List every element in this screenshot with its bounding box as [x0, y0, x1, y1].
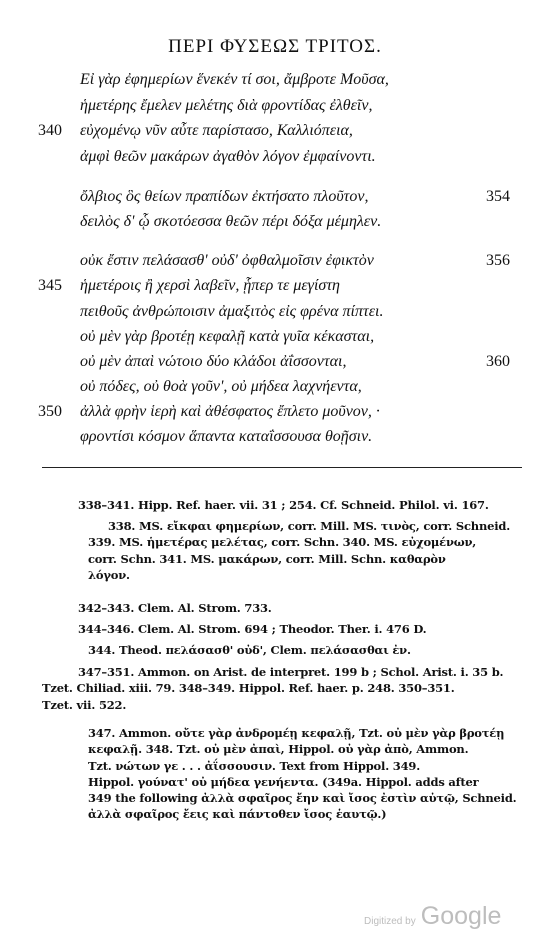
line-number: 340 [38, 122, 62, 139]
footnote [88, 642, 411, 658]
line-number: 356 [486, 252, 510, 269]
verse-line [0, 303, 550, 325]
footnote [78, 621, 426, 637]
footnote-line: 338–341. Hipp. Ref. haer. vii. 31 ; 254. Cf. Schneid. Philol. vi. 167. [78, 498, 489, 512]
footnote-divider [42, 467, 522, 468]
footnote [88, 725, 517, 823]
line-number: 350 [38, 403, 62, 420]
footnote-line: Tzet. Chiliad. xiii. 79. 348–349. Hippol. Ref. haer. p. 248. 350–351. [42, 681, 455, 696]
footnote-line: Tzt. νώτων γε . . . ἀΐσσουσιν. Text from Hippol. 349. [88, 758, 421, 773]
footnote-line: 347–351. Ammon. on Arist. de interpret. 199 b ; Schol. Arist. i. 35 b. [78, 665, 504, 679]
verse-line [0, 428, 550, 450]
verse-line [0, 328, 550, 350]
verse-text: πειθοῦς ἀνθρώποισιν ἀμαξιτὸς εἰς φρένα πίπτει. [80, 303, 384, 320]
verse-line [0, 188, 550, 210]
verse-line [0, 97, 550, 119]
footnote [42, 664, 503, 713]
footnote-line: 342–343. Clem. Al. Strom. 733. [78, 601, 272, 615]
verse-text: δειλὸς δ' ᾧ σκοτόεσσα θεῶν πέρι δόξα μέμηλεν. [80, 213, 382, 230]
footnote [88, 518, 510, 583]
line-number: 360 [486, 353, 510, 370]
verse-text: οὐ πόδες, οὐ θοὰ γοῦν', οὐ μήδεα λαχνήεντα, [80, 378, 362, 395]
verse-text: ἡμετέρης ἔμελεν μελέτης διὰ φροντίδας ἐλθεῖν, [80, 97, 373, 114]
footnote [78, 497, 489, 513]
verse-text: οὐκ ἔστιν πελάσασθ' οὐδ' ὀφθαλμοῖσιν ἐφικτὸν [80, 252, 374, 269]
verse-text: φροντίσι κόσμον ἅπαντα καταΐσσουσα θοῇσιν. [80, 428, 373, 445]
verse-text: ἀμφὶ θεῶν μακάρων ἀγαθὸν λόγον ἐμφαίνοντι. [80, 148, 376, 165]
footnote-line: ἀλλὰ σφαῖρος ἔεις καὶ πάντοθεν ἴσος ἑαυτῷ.) [88, 807, 387, 822]
google-watermark [364, 902, 501, 931]
verse-text: οὐ μὲν ἀπαὶ νώτοιο δύο κλάδοι ἀΐσσονται, [80, 353, 347, 370]
footnote [78, 600, 272, 616]
footnote-line: 344. Theod. πελάσασθ' οὐδ', Clem. πελάσασθαι ἐν. [88, 643, 411, 657]
footnote-line: 344–346. Clem. Al. Strom. 694 ; Theodor. Ther. i. 476 D. [78, 622, 427, 636]
footnote-line: 338. MS. εἴκφαι φημερίων, corr. Mill. MS. τινὸς, corr. Schneid. [108, 519, 511, 533]
verse-text: ἀλλὰ φρὴν ἱερὴ καὶ ἀθέσφατος ἔπλετο μοῦνον, · [80, 403, 380, 420]
verse-line [0, 122, 550, 144]
footnote-line: 349 the following ἀλλὰ σφαῖρος ἔην καὶ ἴσος ἐστὶν αὐτῷ, Schneid. [88, 791, 517, 806]
footnote-line: κεφαλῇ. 348. Tzt. οὐ μὲν ἀπαὶ, Hippol. οὐ γὰρ ἀπὸ, Ammon. [88, 742, 469, 757]
verse-text: Εἰ γὰρ ἐφημερίων ἕνεκέν τί σοι, ἄμβροτε Μοῦσα, [80, 71, 389, 88]
footnote-line: Tzet. vii. 522. [42, 697, 127, 712]
google-logo: Google [420, 902, 502, 930]
footnote-line: λόγον. [88, 567, 130, 582]
verse-line [0, 71, 550, 93]
verse-line [0, 277, 550, 299]
line-number: 354 [486, 188, 510, 205]
verse-text: οὐ μὲν γὰρ βροτέῃ κεφαλῇ κατὰ γυῖα κέκασται, [80, 328, 375, 345]
footnote-line: Hippol. γούνατ' οὐ μήδεα γενήεντα. (349a. Hippol. adds after [88, 774, 479, 789]
verse-text: ὄλβιος ὃς θείων πραπίδων ἐκτήσατο πλοῦτον, [80, 188, 369, 205]
footnote-line: 347. Ammon. οὔτε γὰρ ἀνδρομέῃ κεφαλῇ, Tzt. οὐ μὲν γὰρ βροτέῃ [88, 726, 505, 740]
page-title: ΠΕΡΙ ΦΥΣΕΩΣ ΤΡΙΤΟΣ. [168, 36, 382, 57]
verse-text: ἡμετέροις ἢ χερσὶ λαβεῖν, ᾗπερ τε μεγίστη [80, 277, 340, 294]
verse-text: εὐχομένῳ νῦν αὖτε παρίστασο, Καλλιόπεια, [80, 122, 353, 139]
watermark-prefix: Digitized by [364, 916, 416, 927]
verse-line [0, 378, 550, 400]
verse-line [0, 148, 550, 170]
footnote-line: 339. MS. ἡμετέρας μελέτας, corr. Schn. 340. MS. εὐχομένων, [88, 535, 477, 550]
verse-line [0, 213, 550, 235]
verse-line [0, 353, 550, 375]
line-number: 345 [38, 277, 62, 294]
verse-line [0, 252, 550, 274]
footnote-line: corr. Schn. 341. MS. μακάρων, corr. Mill. Schn. καθαρὸν [88, 551, 446, 566]
verse-line [0, 403, 550, 425]
